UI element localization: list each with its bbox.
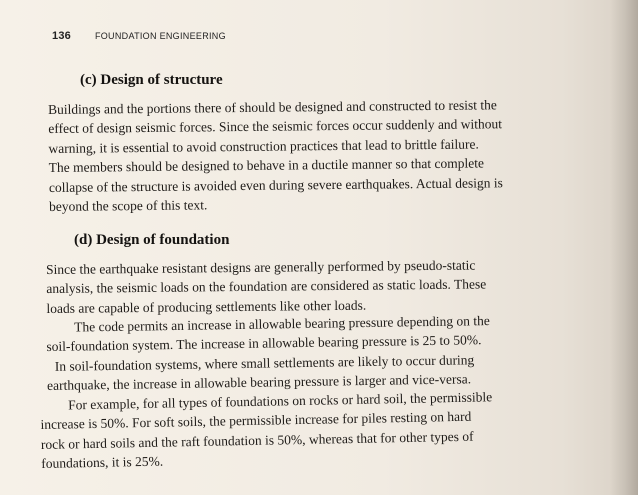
text-line: soil-foundation system. The increase in allowable bearing pressure is 25 to 50%.	[46, 332, 482, 355]
text-line: earthquake, the increase in allowable bearing pressure is larger and vice-versa.	[46, 371, 472, 394]
text-line: analysis, the seismic loads on the foundation are considered as static loads. These	[46, 276, 487, 297]
text-line: Since the earthquake resistant designs are generally performed by pseudo-static	[46, 257, 476, 277]
text-line: loads are capable of producing settlements like other loads.	[46, 297, 367, 316]
page-number: 136	[52, 30, 71, 42]
text-line: warning, it is essential to avoid construction practices that lead to brittle failure.	[48, 136, 479, 156]
paragraph-example	[40, 385, 623, 474]
text-line: In soil-foundation systems, where small settlements are likely to occur during	[54, 352, 475, 374]
text-line: collapse of the structure is avoided even during severe earthquakes. Actual design is	[48, 174, 503, 195]
paragraph-design-of-structure	[48, 94, 621, 216]
text-line: For example, for all types of foundations on rocks or hard soil, the permissible	[68, 389, 493, 413]
text-line: foundations, it is 25%.	[41, 453, 164, 472]
section-heading-design-of-foundation: (d) Design of foundation	[74, 232, 230, 248]
text-line: effect of design seismic forces. Since the seismic forces occur suddenly and without	[48, 116, 503, 137]
paragraph-bearing-pressure	[46, 309, 622, 396]
text-line: rock or hard soils and the raft foundation is 50%, whereas that for other types of	[40, 428, 474, 452]
section-heading-design-of-structure: (c) Design of structure	[80, 72, 223, 88]
page-header	[52, 30, 226, 42]
text-line: increase is 50%. For soft soils, the permissible increase for piles resting on hard	[40, 409, 472, 433]
text-line: beyond the scope of this text.	[49, 197, 208, 215]
running-head: FOUNDATION ENGINEERING	[94, 31, 226, 41]
text-line: The code permits an increase in allowable bearing pressure depending on the	[74, 313, 490, 335]
text-line: The members should be designed to behave in a ductile manner so that complete	[48, 155, 485, 176]
paragraph-foundation-intro	[46, 254, 622, 318]
text-line: Buildings and the portions there of should be designed and constructed to resist the	[48, 97, 497, 117]
